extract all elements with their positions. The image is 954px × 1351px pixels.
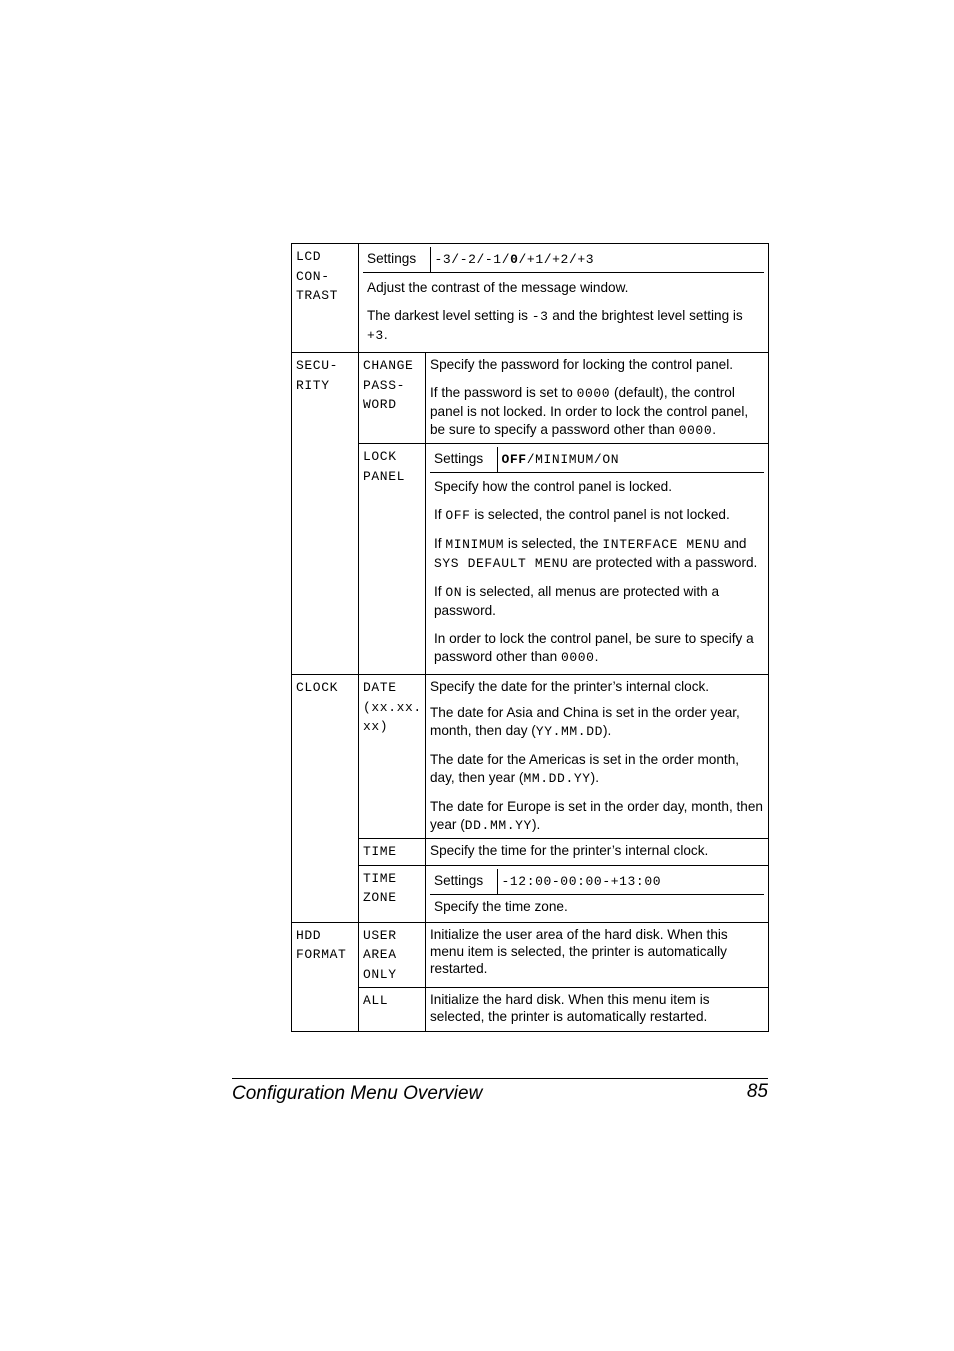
lock-default-value: OFF — [501, 452, 527, 467]
time-zone-description: Specify the time zone. — [434, 898, 568, 914]
zone-settings-value: -12:00-00:00-+13:00 — [497, 869, 764, 895]
lock-desc-4: If ON is selected, all menus are protected with a password. — [434, 584, 720, 618]
lcd-contrast-label: LCD CON- TRAST — [296, 249, 339, 303]
menu-security — [292, 353, 359, 675]
lcd-settings-value: -3/-2/-1/0/+1/+2/+3 — [430, 247, 764, 273]
lock-desc-5: In order to lock the control panel, be sure to specify a password other than 0000. — [434, 631, 754, 665]
time-zone-label: TIME ZONE — [363, 870, 397, 905]
lock-settings-label: Settings — [430, 447, 497, 473]
lock-desc-3: If MINIMUM is selected, the INTERFACE MENU and SYS DEFAULT MENU are protected with a password. — [434, 536, 758, 571]
menu-user-area-only — [359, 922, 426, 988]
date-desc-4: The date for Europe is set in the order day, month, then year (DD.MM.YY). — [430, 799, 763, 833]
change-pw-desc-2: If the password is set to 0000 (default), the control panel is not locked. In order to lock the control panel, be sure to specify a password other than 0000. — [430, 385, 749, 438]
menu-date — [359, 675, 426, 839]
menu-change-password — [359, 353, 426, 444]
clock-label: CLOCK — [296, 680, 339, 695]
all-label: ALL — [363, 993, 389, 1008]
lock-desc-2: If OFF is selected, the control panel is not locked. — [434, 507, 730, 523]
row-change-password — [292, 353, 769, 444]
lock-settings-table — [430, 447, 764, 671]
row-date — [292, 675, 769, 839]
lock-settings-value: OFF/MINIMUM/ON — [497, 447, 764, 473]
date-label: DATE (xx.xx. xx) — [363, 680, 422, 734]
date-desc-2: The date for Asia and China is set in the order year, month, then day (YY.MM.DD). — [430, 705, 740, 739]
change-pw-desc-1: Specify the password for locking the control panel. — [430, 357, 734, 372]
lock-desc-1: Specify how the control panel is locked. — [434, 479, 673, 494]
zone-settings-table — [430, 869, 764, 919]
configuration-menu-table — [291, 243, 769, 1032]
lcd-contrast-cell — [359, 244, 769, 353]
menu-hdd-format — [292, 922, 359, 1032]
time-description: Specify the time for the printer’s internal clock. — [426, 839, 769, 866]
change-password-label: CHANGE PASS- WORD — [363, 358, 414, 412]
menu-time-zone — [359, 865, 426, 922]
lock-panel-label: LOCK PANEL — [363, 449, 406, 484]
lcd-default-value: 0 — [510, 252, 519, 267]
lcd-desc-2: The darkest level setting is -3 and the brightest level setting is +3. — [367, 308, 743, 343]
menu-lcd-contrast — [292, 244, 359, 353]
zone-settings-label: Settings — [430, 869, 497, 895]
row-all — [292, 988, 769, 1032]
footer-rule — [232, 1078, 768, 1079]
hdd-format-label: HDD FORMAT — [296, 927, 347, 962]
date-description — [426, 675, 769, 839]
menu-all — [359, 988, 426, 1032]
lock-panel-cell — [426, 444, 769, 675]
lock-panel-description — [430, 473, 764, 672]
change-password-description — [426, 353, 769, 444]
row-time-zone — [292, 865, 769, 922]
date-desc-3: The date for the Americas is set in the order month, day, then year (MM.DD.YY). — [430, 752, 740, 786]
menu-time — [359, 839, 426, 866]
lcd-description — [363, 273, 764, 350]
all-description: Initialize the hard disk. When this menu item is selected, the printer is automatically restarted. — [426, 988, 769, 1032]
user-area-only-label: USER AREA ONLY — [363, 927, 397, 982]
row-user-area-only — [292, 922, 769, 988]
row-time — [292, 839, 769, 866]
page-number: 85 — [746, 1081, 768, 1102]
date-desc-1: Specify the date for the printer’s internal clock. — [430, 679, 710, 694]
row-lcd-contrast — [292, 244, 769, 353]
footer-title: Configuration Menu Overview — [232, 1083, 483, 1104]
user-area-description: Initialize the user area of the hard disk. When this menu item is selected, the printer is automatically restarted. — [426, 922, 769, 988]
menu-clock — [292, 675, 359, 923]
row-lock-panel — [292, 444, 769, 675]
menu-lock-panel — [359, 444, 426, 675]
lcd-desc-1: Adjust the contrast of the message window. — [367, 280, 629, 295]
lcd-settings-label: Settings — [363, 247, 430, 273]
lcd-settings-table — [363, 247, 764, 349]
time-zone-cell — [426, 865, 769, 922]
time-label: TIME — [363, 844, 397, 859]
security-label: SECU- RITY — [296, 358, 339, 393]
